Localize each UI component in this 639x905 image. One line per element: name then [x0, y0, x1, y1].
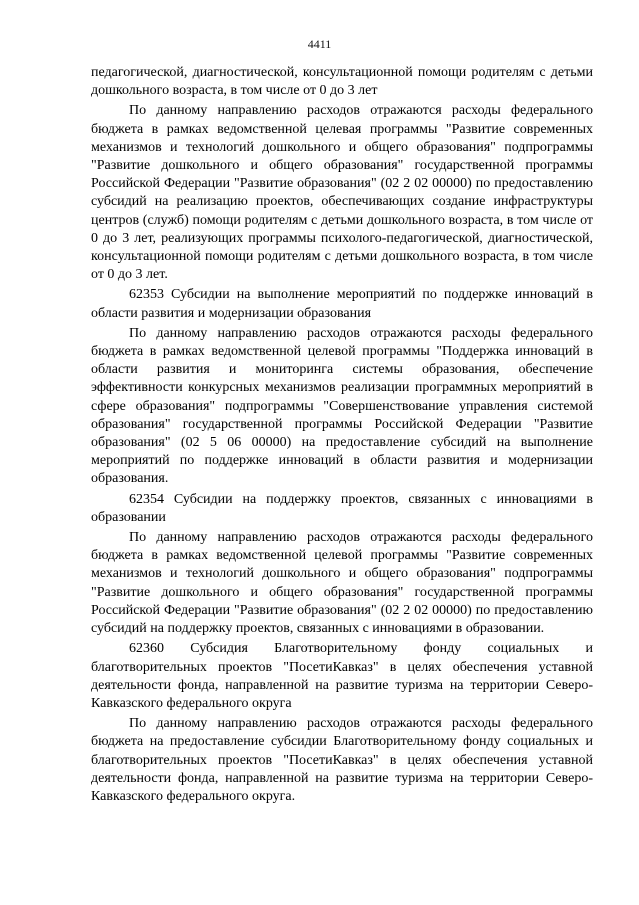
page-number: 4411: [307, 37, 332, 51]
paragraph-heading-62354: 62354 Субсидии на поддержку проектов, связанных с инновациями в образовании: [91, 491, 593, 525]
paragraph-description: По данному направлению расходов отражаются расходы федерального бюджета на предоставление субсидии Благотворительному фонду социальных и благотворительных проектов "ПосетиКавказ" в целях обеспечения уставной деятельности фонда, направленной на развитие туризма на территории Северо-Кавказского федерального округа.: [91, 716, 593, 804]
paragraph-continuation: педагогической, диагностической, консультационной помощи родителям с детьми дошкольного возраста, в том числе от 0 до 3 лет: [91, 65, 593, 99]
paragraph-description: По данному направлению расходов отражаются расходы федерального бюджета в рамках ведомственной целевой программы "Развитие современных механизмов и технологий дошкольного и общего образования" подпрограммы "Развитие дошкольного и общего образования" государственной программы Российской Федерации "Развитие образования" (02 2 02 00000) по предоставлению субсидий на поддержку проектов, связанных с инновациями в образовании.: [91, 530, 593, 637]
paragraph-description: По данному направлению расходов отражаются расходы федерального бюджета в рамках ведомственной целевой программы "Поддержка инноваций в области развития и мониторинга системы образования, обеспечение эффективности конкурсных механизмов реализации программных мероприятий в сфере образования" подпрограммы "Совершенствование управления системой образования" государственной программы Российской Федерации "Развитие образования" (02 5 06 00000) на предоставление субсидий на выполнение мероприятий по поддержке инноваций в области развития и модернизации образования.: [91, 325, 593, 487]
document-body: [91, 64, 593, 808]
paragraph-heading-62360: 62360 Субсидия Благотворительному фонду социальных и благотворительных проектов "ПосетиКавказ" в целях обеспечения уставной деятельности фонда, направленной на развитие туризма на территории Северо-Кавказского федерального округа: [91, 641, 593, 711]
paragraph-heading-62353: 62353 Субсидии на выполнение мероприятий по поддержке инноваций в области развития и модернизации образования: [91, 287, 593, 321]
paragraph-description: По данному направлению расходов отражаются расходы федерального бюджета в рамках ведомственной целевая программы "Развитие современных механизмов и технологий дошкольного и общего образования" подпрограммы "Развитие дошкольного и общего образования" государственной программы Российской Федерации "Развитие образования" (02 2 02 00000) по предоставлению субсидий на реализацию проектов, обеспечивающих создание инфраструктуры центров (служб) помощи родителям с детьми дошкольного возраста, в том числе от 0 до 3 лет, реализующих программы психолого-педагогической, диагностической, консультационной помощи родителям с детьми дошкольного возраста, в том числе от 0 до 3 лет.: [91, 103, 593, 283]
